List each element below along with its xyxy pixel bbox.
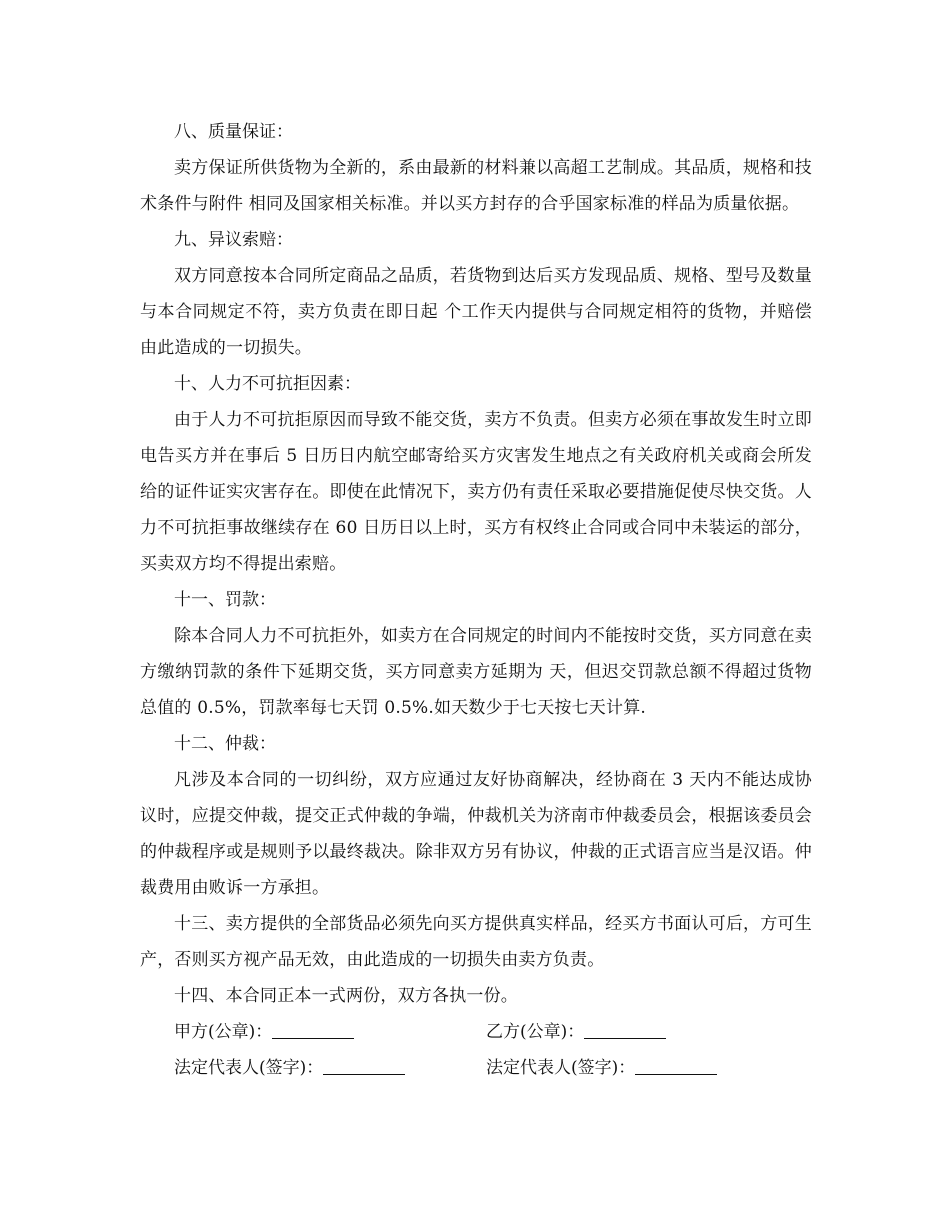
party-b-rep-label: 法定代表人(签字)： (486, 1058, 636, 1078)
section-8-title: 八、质量保证： (174, 122, 293, 142)
party-a-rep-label: 法定代表人(签字)： (174, 1058, 324, 1078)
section-10-body: 由于人力不可抗拒原因而导致不能交货，卖方不负责。但卖方必须在事故发生时立即电告买方并在事后 5 日历日内航空邮寄给买方灾害发生地点之有关政府机关或商会所发给的证件证实灾害存在。即使在此情况下，卖方仍有责任采取必要措施促使尽快交货。人力不可抗拒事故继续存在 60 日历日以上时，买方有权终止合同或合同中未装运的部分，买卖双方均不得提出索赔。 (140, 410, 812, 574)
section-13-body: 十三、卖方提供的全部货品必须先向买方提供真实样品，经买方书面认可后，方可生产，否则买方视产品无效，由此造成的一切损失由卖方负责。 (140, 914, 812, 970)
section-11-title: 十一、罚款： (174, 590, 276, 610)
party-b-representative (486, 1050, 812, 1086)
party-b-rep-blank (635, 1056, 717, 1075)
party-a-seal-blank (272, 1020, 354, 1039)
party-b-seal-label: 乙方(公章)： (486, 1022, 585, 1042)
section-11-body: 除本合同人力不可抗拒外，如卖方在合同规定的时间内不能按时交货，买方同意在卖方缴纳罚款的条件下延期交货，买方同意卖方延期为 天，但迟交罚款总额不得超过货物总值的 0.5%，罚款率每七天罚 0.5%.如天数少于七天按七天计算. (140, 626, 812, 718)
section-10-title: 十、人力不可抗拒因素： (174, 374, 361, 394)
seal-row (140, 1014, 812, 1050)
section-9-title: 九、异议索赔： (174, 230, 293, 250)
section-12-body: 凡涉及本合同的一切纠纷，双方应通过友好协商解决，经协商在 3 天内不能达成协议时，应提交仲裁，提交正式仲裁的争端，仲裁机关为济南市仲裁委员会，根据该委员会的仲裁程序或是规则予以最终裁决。除非双方另有协议，仲裁的正式语言应当是汉语。仲裁费用由败诉一方承担。 (140, 770, 812, 898)
section-14-body: 十四、本合同正本一式两份，双方各执一份。 (174, 986, 518, 1006)
section-8-body: 卖方保证所供货物为全新的，系由最新的材料兼以高超工艺制成。其品质，规格和技术条件与附件 相同及国家相关标准。并以买方封存的合乎国家标准的样品为质量依据。 (140, 158, 812, 214)
party-a-seal (140, 1014, 486, 1050)
party-a-seal-label: 甲方(公章)： (174, 1022, 273, 1042)
representative-row (140, 1050, 812, 1086)
party-b-seal-blank (584, 1020, 666, 1039)
party-a-rep-blank (323, 1056, 405, 1075)
party-a-representative (140, 1050, 486, 1086)
party-b-seal (486, 1014, 812, 1050)
section-9-body: 双方同意按本合同所定商品之品质，若货物到达后买方发现品质、规格、型号及数量与本合同规定不符，卖方负责在即日起 个工作天内提供与合同规定相符的货物，并赔偿由此造成的一切损失。 (140, 266, 812, 358)
contract-page (140, 114, 812, 1086)
section-12-title: 十二、仲裁： (174, 734, 276, 754)
